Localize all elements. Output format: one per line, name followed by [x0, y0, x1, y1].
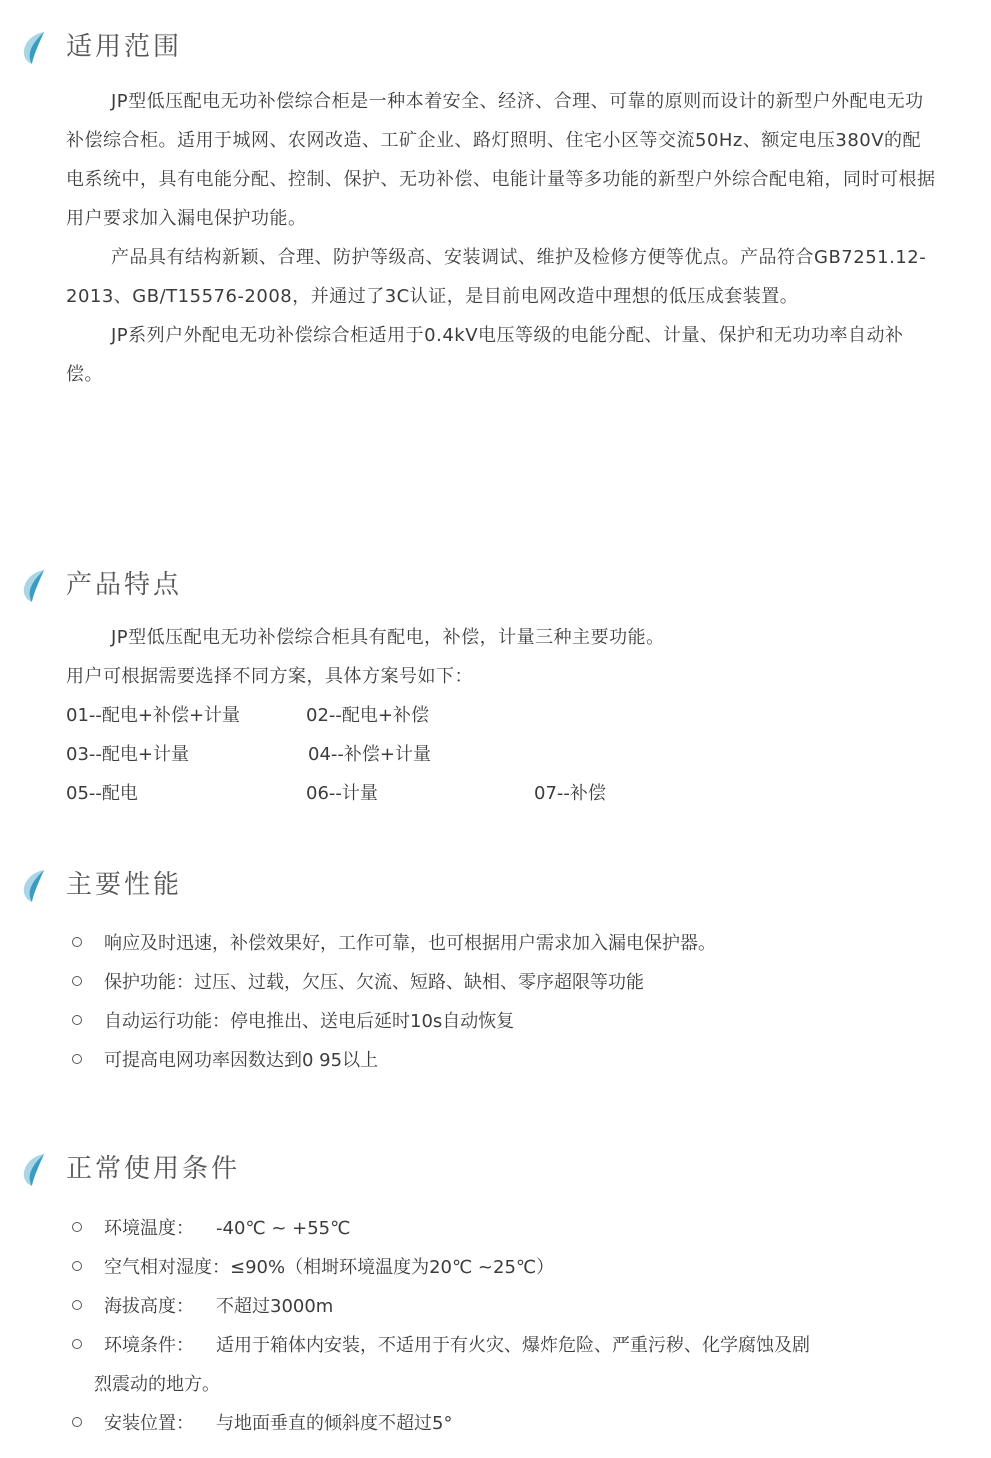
section-title: 适用范围: [66, 32, 183, 62]
feather-quill-icon: [20, 868, 48, 904]
condition-value: 适用于箱体内安装，不适用于有火灾、爆炸危险、严重污秽、化学腐蚀及剧: [216, 1335, 810, 1356]
section-title: 产品特点: [66, 570, 183, 600]
circle-bullet-icon: [72, 1300, 82, 1310]
scheme-item: 06--计量: [306, 783, 378, 804]
features-intro-2: 用户可根据需要选择不同方案，具体方案号如下：: [66, 666, 473, 687]
circle-bullet-icon: [72, 1054, 82, 1064]
scheme-item: 04--补偿+计量: [308, 744, 431, 765]
circle-bullet-icon: [72, 937, 82, 947]
circle-bullet-icon: [72, 1015, 82, 1025]
condition-label: 环境温度：: [104, 1218, 194, 1239]
list-item-text: [104, 1404, 452, 1443]
list-item-text: [104, 1209, 350, 1248]
list-item-text: 响应及时迅速，补偿效果好，工作可靠，也可根据用户需求加入漏电保护器。: [104, 933, 716, 954]
feather-quill-icon: [20, 30, 48, 66]
condition-value: 不超过3000m: [216, 1296, 334, 1317]
condition-value: -40℃ ~ +55℃: [216, 1218, 351, 1239]
list-item-text: [104, 1326, 810, 1365]
circle-bullet-icon: [72, 1417, 82, 1427]
features-text: [66, 618, 936, 696]
circle-bullet-icon: [72, 1339, 82, 1349]
scheme-item: 01--配电+补偿+计量: [66, 705, 241, 726]
list-item-text: 可提高电网功率因数达到0 95以上: [104, 1050, 379, 1071]
condition-label: 空气相对湿度：: [104, 1257, 230, 1278]
condition-label: 环境条件：: [104, 1335, 194, 1356]
circle-bullet-icon: [72, 1261, 82, 1271]
condition-label: 安装位置：: [104, 1413, 194, 1434]
scope-paragraph-2: 产品具有结构新颖、合理、防护等级高、安装调试、维护及检修方便等优点。产品符合GB7251.12-2013、GB/T15576-2008，并通过了3C认证，是目前电网改造中理想的低压成套装置。: [66, 247, 927, 307]
scheme-item: 07--补偿: [534, 783, 606, 804]
scope-paragraph-3: JP系列户外配电无功补偿综合柜适用于0.4kV电压等级的电能分配、计量、保护和无功功率自动补偿。: [66, 325, 904, 385]
condition-value: 与地面垂直的倾斜度不超过5°: [216, 1413, 453, 1434]
feather-quill-icon: [20, 568, 48, 604]
feather-quill-icon: [20, 1152, 48, 1188]
scheme-item: 05--配电: [66, 783, 138, 804]
scheme-item: 02--配电+补偿: [306, 705, 429, 726]
features-intro: JP型低压配电无功补偿综合柜具有配电，补偿，计量三种主要功能。: [111, 627, 665, 648]
scope-text: [66, 82, 936, 394]
circle-bullet-icon: [72, 1222, 82, 1232]
section-title: 主要性能: [66, 870, 183, 900]
list-item-text: 烈震动的地方。: [94, 1374, 220, 1395]
scheme-item: 03--配电+计量: [66, 744, 189, 765]
condition-value: ≤90%（相埘环境温度为20℃ ~25℃）: [230, 1257, 555, 1278]
list-item-text: 自动运行功能：停电推出、送电后延时10s自动恢复: [104, 1011, 515, 1032]
list-item-text: [104, 1248, 554, 1287]
circle-bullet-icon: [72, 976, 82, 986]
section-title: 正常使用条件: [66, 1154, 241, 1184]
list-item-text: [104, 1287, 333, 1326]
condition-label: 海拔高度：: [104, 1296, 194, 1317]
scope-paragraph-1: JP型低压配电无功补偿综合柜是一种本着安全、经济、合理、可靠的原则而设计的新型户外配电无功补偿综合柜。适用于城网、农网改造、工矿企业、路灯照明、住宅小区等交流50Hz、额定电压380V的配电系统中，具有电能分配、控制、保护、无功补偿、电能计量等多功能的新型户外综合配电箱，同时可根据用户要求加入漏电保护功能。: [66, 91, 936, 229]
list-item-text: 保护功能：过压、过载，欠压、欠流、短路、缺相、零序超限等功能: [104, 972, 644, 993]
